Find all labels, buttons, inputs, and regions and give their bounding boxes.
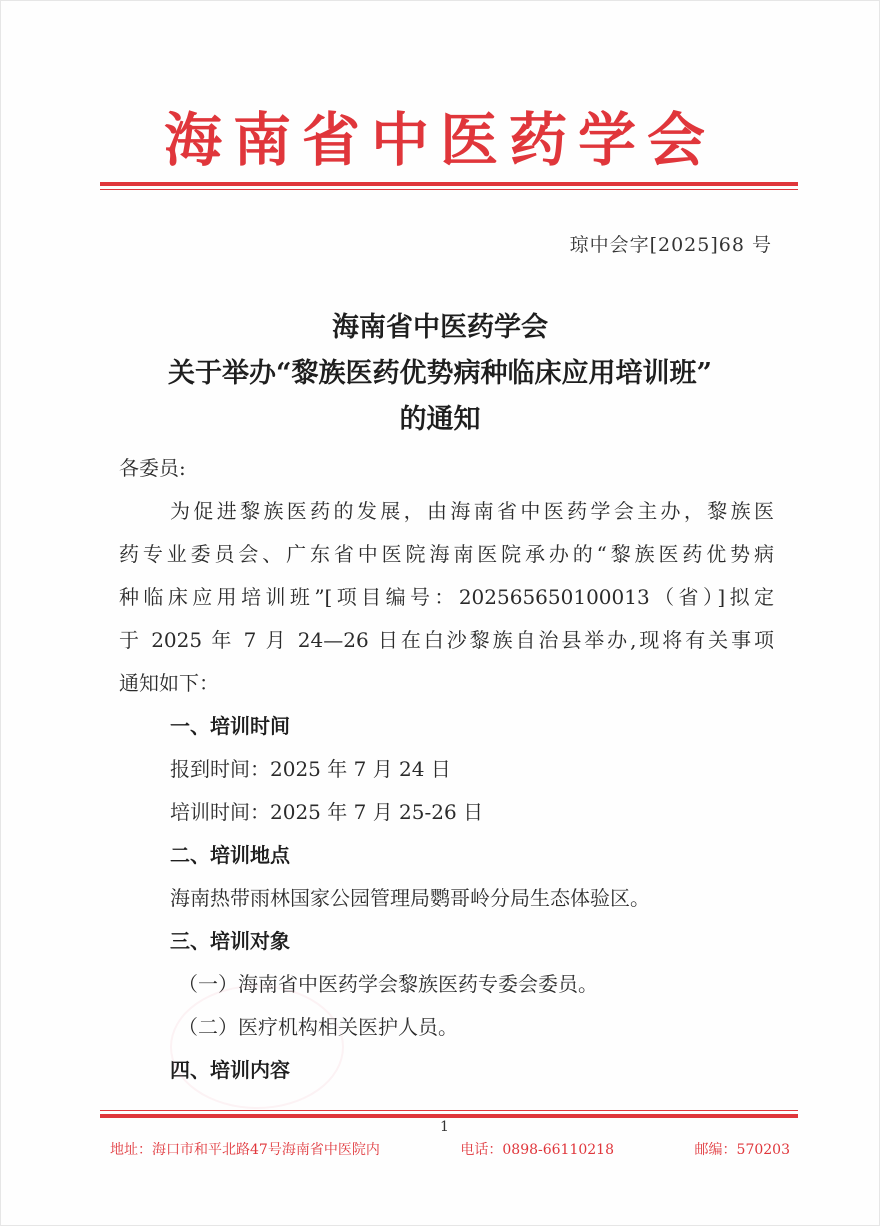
registration-time: 报到时间：2025 年 7 月 24 日 [170,757,451,781]
section-heading-time: 一、培训时间 [170,714,290,738]
footer-address: 地址：海口市和平北路47号海南省中医院内 [110,1142,380,1158]
footer-rule-thin [100,1110,798,1111]
title-line-3: 的通知 [399,404,481,435]
training-location: 海南热带雨林国家公园管理局鹦哥岭分局生态体验区。 [170,886,650,910]
intro-line-2: 药专业委员会、广东省中医院海南医院承办的“黎族医药优势病 [119,542,774,566]
intro-line-1: 为促进黎族医药的发展，由海南省中医药学会主办，黎族医 [170,499,774,523]
salutation: 各委员: [119,456,186,480]
intro-line-4: 于 2025 年 7 月 24—26 日在白沙黎族自治县举办,现将有关事项 [119,628,774,652]
intro-line-3: 种临床应用培训班”[项目编号：202565650100013（省）]拟定 [119,585,774,609]
letterhead-org-name: 海南省中医药学会 [163,106,716,174]
page-number: 1 [440,1119,449,1135]
footer-rule-thick [100,1114,798,1118]
footer-postcode: 邮编：570203 [694,1142,790,1158]
document-number: 琼中会字[2025]68 号 [569,234,772,256]
intro-line-5: 通知如下： [119,671,219,695]
section-heading-location: 二、培训地点 [170,843,290,867]
letterhead-rule-thick [100,182,798,186]
footer-phone: 电话：0898-66110218 [460,1142,614,1158]
footer-contact [110,1139,790,1159]
title-line-1: 海南省中医药学会 [332,312,548,343]
section-heading-content: 四、培训内容 [170,1058,290,1082]
section-heading-audience: 三、培训对象 [170,929,290,953]
faint-seal-mark [170,985,344,1109]
audience-item-2: （二）医疗机构相关医护人员。 [178,1015,458,1039]
title-line-2: 关于举办“黎族医药优势病种临床应用培训班” [167,358,713,389]
letterhead-rule-thin [100,189,798,190]
audience-item-1: （一）海南省中医药学会黎族医药专委会委员。 [178,972,598,996]
training-time: 培训时间：2025 年 7 月 25-26 日 [170,800,484,824]
